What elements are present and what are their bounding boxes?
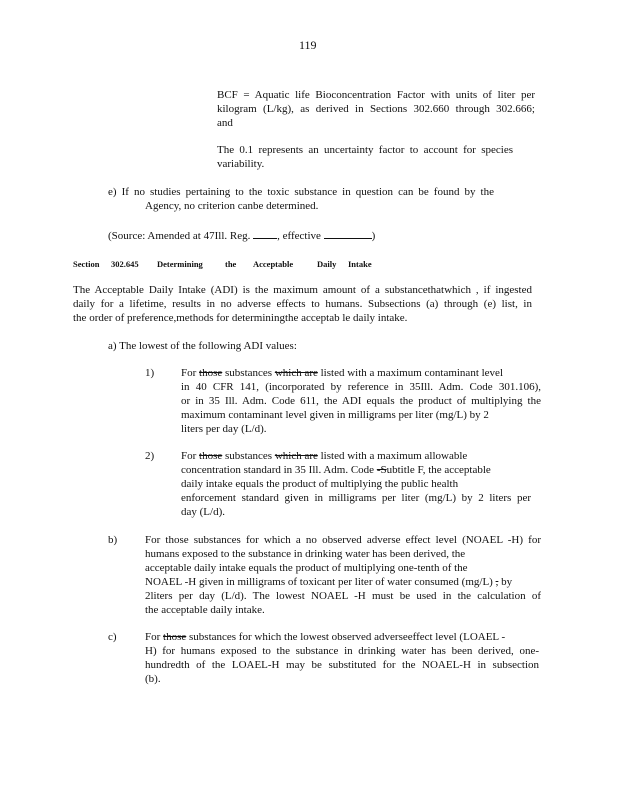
item-b-label: b) [108,534,118,546]
intro-line-1: The Acceptable Daily Intake (ADI) is the maximum amount of a substancethatwhich , if ingested [73,284,532,296]
source-middle: , effective [277,230,321,242]
item-a2-line-1 [181,449,531,463]
item-a2-line-5: day (L/d). [181,506,225,518]
intro-paragraph [73,283,532,325]
item-a1-line-2: in 40 CFR 141, (incorporated by reference in 35Ill. Adm. Code 301.106), [181,381,541,393]
item-a2-strike-which-are: which are [274,450,318,462]
item-a1-number: 1) [145,367,155,379]
item-c-line-1-rest: substances for which the lowest observed adverseeffect level (LOAEL - [189,631,506,643]
item-c-for: For [145,631,161,643]
item-a2-line-3: daily intake equals the product of multiplying the public health [181,478,459,490]
item-a1-line-3: or in 35 Ill. Adm. Code 611, the ADI equals the product of multiplying the [181,395,541,407]
item-a2-line-2-pre: concentration standard in 35 Ill. Adm. Code [181,464,375,476]
item-a2-for: For [181,450,197,462]
item-a1-line-1-rest: listed with a maximum contaminant level [320,367,504,379]
item-a1-strike-which-are: which are [274,367,318,379]
page-number: 119 [299,38,317,52]
item-c-strike-those: those [163,631,187,643]
register-blank [253,228,277,239]
item-c-label: c) [108,631,117,643]
heading-section-number: 302.645 [111,259,139,269]
uncertainty-line-1: The 0.1 represents an uncertainty factor to account for species [217,144,513,156]
item-e-line-1: e) If no studies pertaining to the toxic substance in question can be found by the [108,186,494,198]
item-b-text [145,533,541,617]
item-a2-number: 2) [145,450,155,462]
item-a2-line-2-post: ubtitle F, the acceptable [386,464,491,476]
uncertainty-note [217,143,513,171]
item-c-line-1 [145,630,539,644]
effective-date-blank [324,228,372,239]
item-e [108,185,494,213]
item-b-line-4 [145,575,541,589]
item-b-line-2: humans exposed to the substance in drinking water has been derived, the [145,548,466,560]
heading-word-the: the [225,259,237,269]
item-a2-substances: substances [225,450,273,462]
item-a1-line-4: maximum contaminant level given in milligrams per liter (mg/L) by 2 [181,409,489,421]
item-c-line-4: (b). [145,673,161,685]
item-a1-for: For [181,367,197,379]
item-b-line-4-post: by [498,576,513,588]
item-b-line-3: acceptable daily intake equals the product of multiplying one-tenth of the [145,562,468,574]
item-a2-line-1-rest: listed with a maximum allowable [320,450,468,462]
item-b-line-5: 2liters per day (L/d). The lowest NOAEL -H must be used in the calculation of [145,590,541,602]
item-a1-substances: substances [225,367,273,379]
item-b-line-1: For those substances for which a no observed adverse effect level (NOAEL -H) for [145,534,541,546]
heading-word-determining: Determining [157,259,203,269]
item-a2-strike-those: those [199,450,223,462]
item-a2-strike-s: -S [376,464,387,476]
item-b-strike-comma: , [495,576,499,588]
uncertainty-line-2: variability. [217,158,265,170]
item-c-line-2: H) for humans exposed to the substance in drinking water has been derived, one- [145,645,539,657]
bcf-line-2: kilogram (L/kg), as derived in Sections 302.660 through 302.666; [217,103,535,115]
heading-word-daily: Daily [317,259,337,269]
item-a2-text [181,449,531,519]
item-b-line-6: the acceptable daily intake. [145,604,265,616]
heading-word-intake: Intake [348,259,372,269]
item-c-line-3: hundredth of the LOAEL-H may be substituted for the NOAEL-H in subsection [145,659,539,671]
item-a1-strike-those: those [199,367,223,379]
bcf-definition [217,88,535,130]
item-a1-line-1 [181,366,541,380]
item-a2-line-2 [181,463,531,477]
item-b-line-4-pre: NOAEL -H given in milligrams of toxicant per liter of water consumed (mg/L) [145,576,493,588]
item-a2-line-4: enforcement standard given in milligrams per liter (mg/L) by 2 liters per [181,492,531,504]
heading-section-word: Section [73,259,100,269]
intro-line-2: daily for a lifetime, results in no adverse effects to humans. Subsections (a) through (e) list, in [73,298,532,310]
section-heading [73,257,372,271]
source-prefix: (Source: Amended at 47Ill. Reg. [108,230,251,242]
source-suffix: ) [371,230,376,242]
item-a1-line-5: liters per day (L/d). [181,423,267,435]
heading-word-acceptable: Acceptable [253,259,294,269]
item-a1-text [181,366,541,436]
intro-line-3: the order of preference,methods for determiningthe acceptab le daily intake. [73,312,408,324]
item-c-text [145,630,539,686]
item-a-lead: a) The lowest of the following ADI values: [108,340,297,352]
bcf-line-3: and [217,117,233,129]
item-e-line-2: Agency, no criterion canbe determined. [145,200,319,212]
bcf-line-1: BCF = Aquatic life Bioconcentration Factor with units of liter per [217,89,535,101]
source-line [108,228,375,243]
